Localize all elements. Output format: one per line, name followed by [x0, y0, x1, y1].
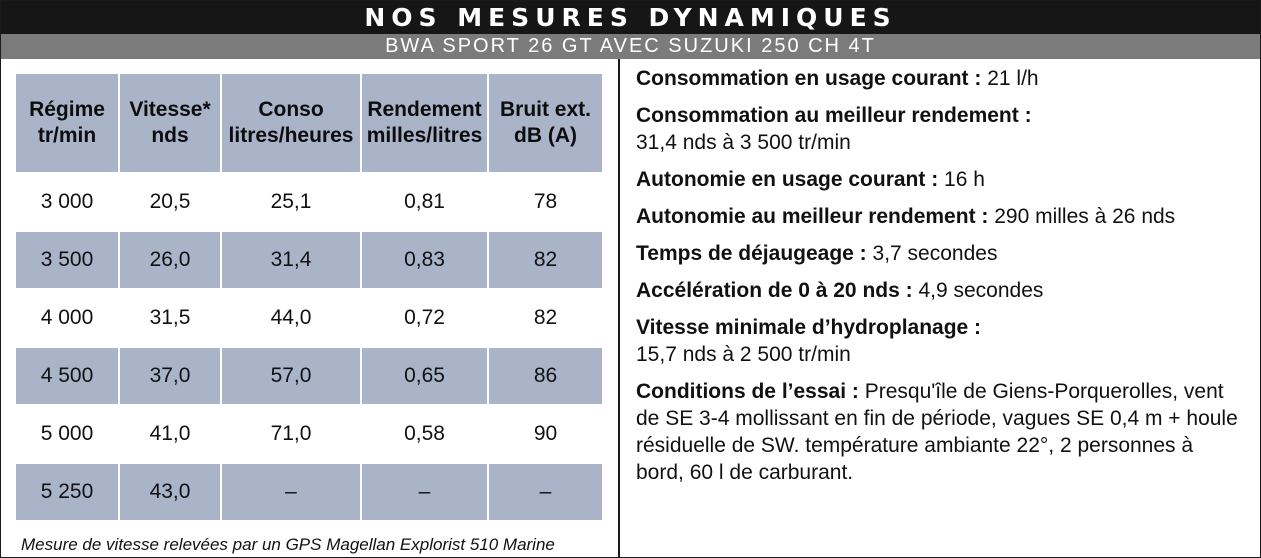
- cell-regime: 5 250: [16, 464, 118, 520]
- spec-autonomie-courant: [636, 166, 1246, 193]
- spec-value: 3,7 secondes: [872, 242, 998, 265]
- cell-bruit: –: [489, 464, 602, 520]
- spec-value: 16 h: [944, 168, 985, 191]
- page-subtitle: BWA SPORT 26 GT AVEC SUZUKI 250 CH 4T: [1, 34, 1260, 59]
- page-title: NOS MESURES DYNAMIQUES: [1, 1, 1260, 34]
- table-header-row: [16, 74, 602, 172]
- table-row: [16, 464, 602, 520]
- cell-regime: 4 000: [16, 290, 118, 346]
- cell-conso: 44,0: [222, 290, 360, 346]
- cell-rendement: 0,81: [362, 174, 487, 230]
- cell-vitesse: 31,5: [120, 290, 220, 346]
- column-header-vitesse: Vitesse* nds: [120, 74, 220, 172]
- table-row: [16, 406, 602, 462]
- cell-regime: 4 500: [16, 348, 118, 404]
- cell-rendement: 0,72: [362, 290, 487, 346]
- cell-rendement: 0,83: [362, 232, 487, 288]
- spec-hydroplanage: [636, 314, 1246, 368]
- column-header-regime: Régime tr/min: [16, 74, 118, 172]
- cell-bruit: 86: [489, 348, 602, 404]
- spec-label: Temps de déjaugeage :: [636, 242, 867, 265]
- spec-value: Presqu'île de Giens-Porquerolles, vent de SE 3-4 mollissant en fin de période, vagues SE 0,4 m + houle résiduelle de SW. température ambiante 22°, 2 personnes à bord, 60 l de carburant.: [636, 380, 1238, 484]
- cell-rendement: 0,65: [362, 348, 487, 404]
- panel-divider: [618, 59, 620, 557]
- spec-acceleration: [636, 277, 1246, 304]
- cell-vitesse: 20,5: [120, 174, 220, 230]
- measures-table: [14, 72, 604, 522]
- spec-dejaugeage: [636, 240, 1246, 267]
- spec-autonomie-meilleur: [636, 203, 1246, 230]
- spec-label: Conditions de l’essai :: [636, 380, 859, 403]
- table-row: [16, 290, 602, 346]
- table-footnote: Mesure de vitesse relevées par un GPS Magellan Explorist 510 Marine: [21, 535, 555, 554]
- cell-regime: 3 500: [16, 232, 118, 288]
- cell-bruit: 82: [489, 290, 602, 346]
- spec-value: 15,7 nds à 2 500 tr/min: [636, 343, 851, 366]
- column-header-bruit: Bruit ext. dB (A): [489, 74, 602, 172]
- cell-conso: 25,1: [222, 174, 360, 230]
- spec-label: Vitesse minimale d’hydroplanage :: [636, 316, 982, 339]
- cell-bruit: 78: [489, 174, 602, 230]
- cell-rendement: –: [362, 464, 487, 520]
- table-row: [16, 232, 602, 288]
- spec-label: Autonomie en usage courant :: [636, 168, 939, 191]
- spec-label: Accélération de 0 à 20 nds :: [636, 279, 913, 302]
- table-row: [16, 348, 602, 404]
- measures-panel: [1, 59, 618, 557]
- cell-conso: 71,0: [222, 406, 360, 462]
- cell-vitesse: 43,0: [120, 464, 220, 520]
- spec-label: Consommation au meilleur rendement :: [636, 104, 1032, 127]
- cell-regime: 3 000: [16, 174, 118, 230]
- cell-conso: 31,4: [222, 232, 360, 288]
- column-header-conso: Conso litres/heures: [222, 74, 360, 172]
- cell-regime: 5 000: [16, 406, 118, 462]
- cell-vitesse: 26,0: [120, 232, 220, 288]
- column-header-rendement: Rendement milles/litres: [362, 74, 487, 172]
- table-row: [16, 174, 602, 230]
- spec-conso-courant: [636, 65, 1246, 92]
- spec-conso-meilleur: [636, 102, 1246, 156]
- cell-conso: –: [222, 464, 360, 520]
- cell-conso: 57,0: [222, 348, 360, 404]
- cell-bruit: 82: [489, 232, 602, 288]
- cell-vitesse: 41,0: [120, 406, 220, 462]
- spec-label: Autonomie au meilleur rendement :: [636, 205, 989, 228]
- spec-conditions: [636, 378, 1246, 486]
- cell-bruit: 90: [489, 406, 602, 462]
- cell-rendement: 0,58: [362, 406, 487, 462]
- specs-panel: [636, 65, 1246, 496]
- spec-value: 4,9 secondes: [918, 279, 1044, 302]
- spec-value: 21 l/h: [987, 67, 1039, 90]
- spec-label: Consommation en usage courant :: [636, 67, 982, 90]
- spec-value: 290 milles à 26 nds: [994, 205, 1176, 228]
- spec-value: 31,4 nds à 3 500 tr/min: [636, 131, 851, 154]
- cell-vitesse: 37,0: [120, 348, 220, 404]
